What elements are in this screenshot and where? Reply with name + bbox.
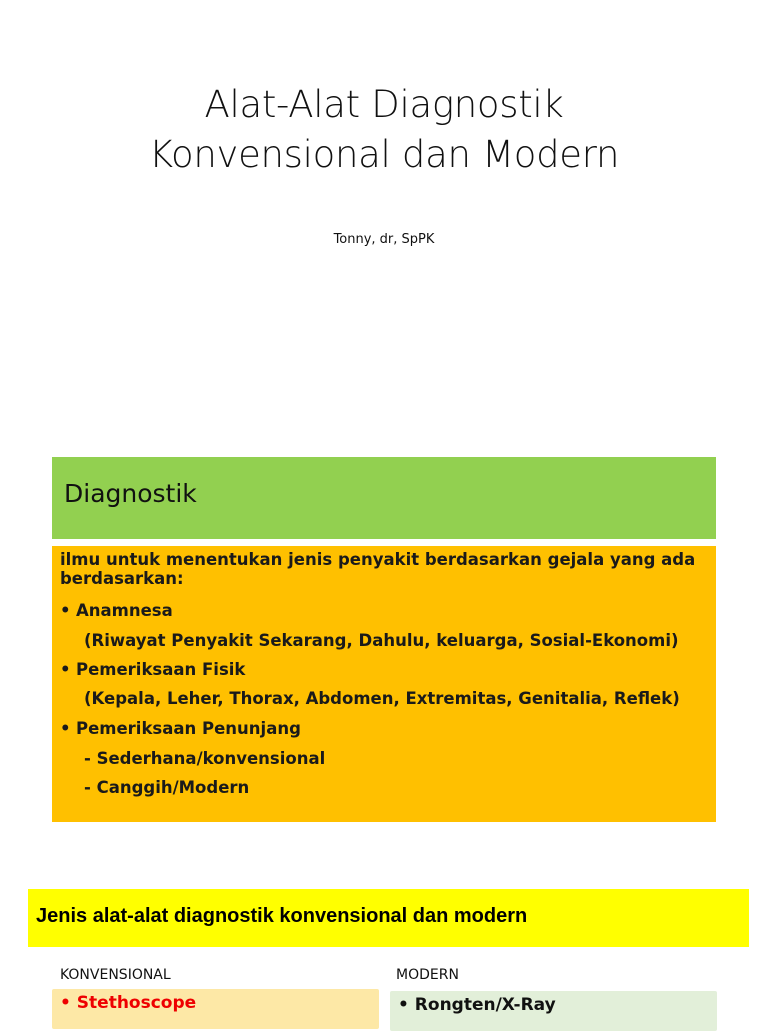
list-item-text: (Riwayat Penyakit Sekarang, Dahulu, keluarga, Sosial-Ekonomi) bbox=[84, 631, 679, 650]
bullet-marker: • bbox=[398, 995, 409, 1015]
list-item-anamnesa-detail bbox=[84, 631, 679, 651]
modern-item bbox=[398, 995, 556, 1015]
conventional-column-label: KONVENSIONAL bbox=[60, 967, 171, 983]
list-item-text: Pemeriksaan Fisik bbox=[76, 660, 246, 679]
jenis-alat-heading-box bbox=[28, 889, 749, 947]
list-item-pemeriksaan-fisik-detail bbox=[84, 689, 680, 709]
modern-column-label: MODERN bbox=[396, 967, 459, 983]
bullet-marker: • bbox=[60, 719, 71, 738]
slide-title-line-2: Konvensional dan Modern bbox=[148, 133, 620, 176]
slide-title-line-1: Alat-Alat Diagnostik bbox=[204, 83, 564, 126]
conventional-item bbox=[60, 993, 196, 1013]
list-item-pemeriksaan-penunjang bbox=[60, 719, 301, 739]
modern-item-text: Rongten/X-Ray bbox=[414, 995, 556, 1015]
bullet-marker: • bbox=[60, 993, 71, 1013]
list-item-text: - Canggih/Modern bbox=[84, 778, 250, 797]
list-item-text: Anamnesa bbox=[76, 601, 173, 620]
diagnostik-heading: Diagnostik bbox=[64, 479, 197, 508]
conventional-item-text: Stethoscope bbox=[76, 993, 197, 1013]
list-item-anamnesa bbox=[60, 601, 173, 621]
list-item-sederhana bbox=[84, 749, 325, 769]
bullet-marker: • bbox=[60, 660, 71, 679]
list-item-canggih bbox=[84, 778, 249, 798]
list-item-text: - Sederhana/konvensional bbox=[84, 749, 326, 768]
bullet-marker: • bbox=[60, 601, 71, 620]
slide-title bbox=[0, 80, 768, 180]
list-item-text: Pemeriksaan Penunjang bbox=[76, 719, 301, 738]
definition-text: ilmu untuk menentukan jenis penyakit berdasarkan gejala yang ada berdasarkan: bbox=[60, 550, 696, 588]
list-item-pemeriksaan-fisik bbox=[60, 660, 245, 680]
list-item-text: (Kepala, Leher, Thorax, Abdomen, Extremitas, Genitalia, Reflek) bbox=[84, 689, 680, 708]
author-name: Tonny, dr, SpPK bbox=[333, 232, 435, 247]
jenis-alat-heading: Jenis alat-alat diagnostik konvensional dan modern bbox=[36, 905, 528, 927]
modern-item-box bbox=[390, 991, 717, 1031]
diagnostik-definition-box bbox=[52, 546, 716, 822]
diagnostik-heading-box bbox=[52, 457, 716, 539]
conventional-item-box bbox=[52, 989, 379, 1029]
